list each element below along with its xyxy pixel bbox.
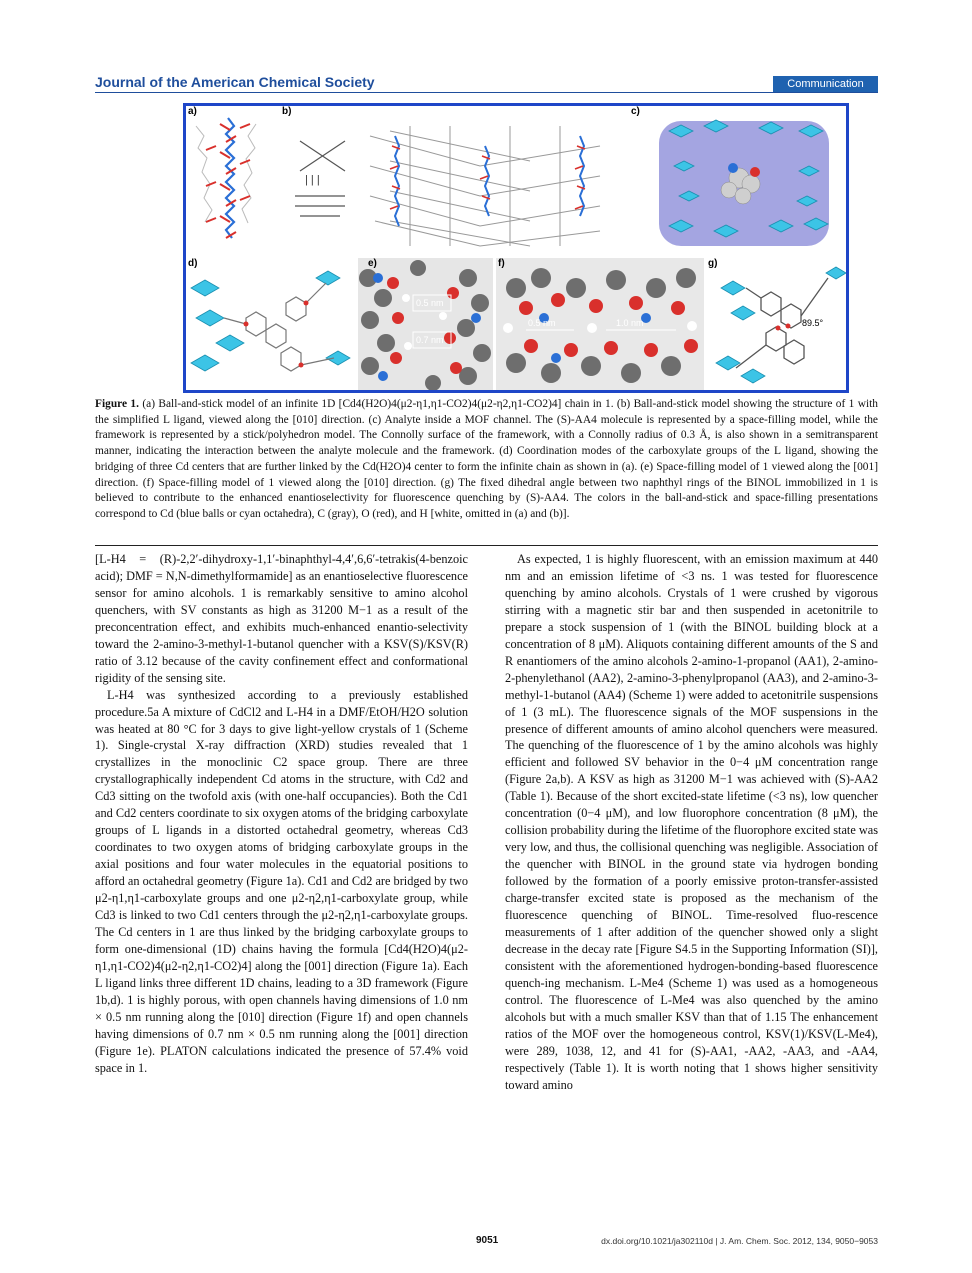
left-paragraph-2: L-H4 was synthesized according to a previously established procedure.5a A mixture of CdCl2 and L-H4 in a DMF/EtOH/H2O solution was heated at 80 °C for 3 days to give light-yellow crystals of 1 (Scheme 1). Single-crystal X-ray diffraction (XRD) studies revealed that 1 crystallizes in the monoclinic C2 space group. There are three crystallographically independent Cd atoms in the structure, with Cd2 and Cd3 sitting on the twofold axis (with one-half occupancies). Both the Cd1 and Cd2 centers coordinate to six oxygen atoms of the bridging carboxylate groups of L ligands in a distorted octahedral geometry, whereas Cd3 coordinates to two oxygen atoms of bridging carboxylate groups in the axial positions and four water molecules in the equatorial positions to afford an octahedral geometry (Figure 1a). Cd1 and Cd2 are bridged by two μ2-η1,η1-carboxylate groups and one μ2-η2,η1-carboxylate group, while Cd3 is linked to two Cd1 centers through the μ2-η2,η1-carboxylate groups. The Cd centers in 1 are thus linked by the bridging carboxylate groups to form one-dimensional (1D) chains having the formula [Cd4(H2O)4(μ2-η1,η1-CO2)4(μ2-η2,η1-CO2)4] along the [001] direction (Figure 1a). Each L ligand links three different 1D chains, leading to a 3D framework (Figure 1b,d). 1 is highly porous, with open channels having dimensions of 1.0 nm × 0.5 nm running along the [010] direction (Figure 1f) and open channels having dimensions of 0.7 nm × 0.5 nm running along the [001] direction (Figure 1e). PLATON calculations indicated the presence of 57.4% void space in 1. — [95, 687, 469, 1075]
panel-g-dihedral-image — [706, 258, 846, 390]
left-paragraph-1: [L-H4 = (R)-2,2′-dihydroxy-1,1′-binaphthyl-4,4′,6,6′-tetrakis(4-benzoic acid); DMF = N,N-dimethylformamide] as an enantioselective fluorescence sensor for amino alcohols. 1 is remarkably sensitive to amino alcohol quenchers, with SV constants as high as 31200 M−1 as a result of the preconcentration effect, and exhibits much-enhanced enantio-selectivity toward the 2-amino-3-methyl-1-butanol quencher with a KSV(S)/KSV(R) ratio of 3.12 because of the cavity confinement effect and conformational rigidity of the sensing site. — [95, 552, 468, 685]
panel-b-framework-image — [280, 106, 626, 256]
panel-b — [280, 106, 626, 256]
panel-f-dim-right: 1.0 nm — [616, 318, 644, 328]
panel-a-label: a) — [188, 106, 197, 117]
left-column — [95, 551, 468, 1077]
panel-g-label: g) — [708, 258, 718, 269]
footer-citation[interactable]: dx.doi.org/10.1021/ja302110d | J. Am. Chem. Soc. 2012, 134, 9050−9053 — [601, 1236, 878, 1246]
panel-e-spacefill-image — [358, 258, 493, 390]
page-number: 9051 — [476, 1235, 499, 1246]
panel-g-angle: 89.5° — [802, 318, 824, 328]
figure-caption — [95, 397, 878, 523]
right-column — [505, 551, 878, 1094]
panel-f — [496, 258, 704, 390]
panel-e-dim-top: 0.5 nm — [416, 298, 444, 308]
panel-d-coordination-image — [186, 258, 356, 390]
panel-d — [186, 258, 356, 390]
caption-separator — [95, 545, 878, 546]
section-badge: Communication — [773, 76, 878, 92]
panel-b-symbol: | | | — [305, 174, 320, 186]
right-paragraph-1: As expected, 1 is highly fluorescent, with an emission maximum at 440 nm and an emission lifetime of <3 ns. 1 was tested for fluorescence quenching by amino alcohols. Crystals of 1 were crushed by vigorous stirring with a magnetic stir bar and then suspended in acetonitrile to prepare a stock suspension of 1 (with the BINOL building block at a concentration of 8 μM). Aliquots containing different amounts of the S and R enantiomers of the amino alcohols 2-amino-1-propanol (AA1), 2-amino-2-phenylethanol (AA2), 2-amino-3-phenylpropanol (AA3), and 2-amino-3-methyl-1-butanol (AA4) (Scheme 1) were added to acetonitrile suspensions of 1 (3 mL). The fluorescence signals of the MOF suspensions in the presence of different amounts of amino alcohol quenchers were measured. The quenching of the fluorescence of 1 by the amino alcohols was highly efficient and followed SV behavior in the 0−4 μM concentration range (Figure 2a,b). A KSV as high as 31200 M−1 was achieved with (S)-AA2 (Table 1). Because of the short excited-state lifetime (<3 ns), low quencher concentration (0−4 μM), and low fluorophore concentration (8 μM), the collision probability during the lifetime of the fluorophore excited state was very low, and thus, the collisional quenching was negligible. Association of the quencher with BINOL in the ground state via hydrogen bonding followed by the formation of a poorly emissive proton-transfer-assisted charge-transfer excited state is proposed as the mechanism of the fluorescence quenching of BINOL. Time-resolved fluo-rescence measurements of 1 after addition of the quencher showed only a slight decrease in the decay rate [Figure S4.5 in the Supporting Information (SI)], consistent with the aforementioned hydrogen-bonding-based fluorescence quench-ing mechanism. L-Me4 (Scheme 1) was used as a homogeneous control. The fluorescence of L-Me4 was also quenched by the amino alcohols but with a much smaller KSV than that of 1.15 The enhancement ratios of the MOF over the homogeneous control, KSV(1)/KSV(L-Me4), were 289, 1038, 12, and 41 for (S)-AA1, -AA2, -AA3, and -AA4, respectively (Table 1). It is worth noting that 1 shows higher sensitivity toward amino — [505, 552, 878, 1092]
header-rule — [95, 92, 878, 93]
panel-f-dim-left: 0.5 nm — [528, 318, 556, 328]
panel-b-label: b) — [282, 106, 292, 117]
caption-text: (a) Ball-and-stick model of an infinite 1D [Cd4(H2O)4(μ2-η1,η1-CO2)4(μ2-η2,η1-CO2)4] chain in 1. (b) Ball-and-stick model showing the structure of 1 with the simplified L ligand, viewed along the [010] direction. (c) Analyte inside a MOF channel. The (S)-AA4 molecule is represented by a space-filling model, while the framework is represented by a stick/polyhedron model. The Connolly surface of the framework, with a Connolly radius of 0.3 Å, is also shown in a semitransparent manner, indicating the interaction between the analyte molecule and the framework. (d) Coordination modes of the carboxylate groups of the L ligand, showing the bridging of three Cd centers that are further linked by the Cd(H2O)4 center to form the infinite chain as shown in (a). (e) Space-filling model of 1 viewed along the [001] direction. (f) Space-filling model of 1 viewed along the [010] direction. (g) The fixed dihedral angle between two naphthyl rings of the BINOL immobilized in 1 is believed to contribute to the enhanced enantioselectivity for fluorescence quenching by (S)-AA4. The colors in the ball-and-stick and space-filling presentations correspond to Cd (blue balls or cyan octahedra), C (gray), O (red), and H [white, omitted in (a) and (b)]. — [95, 398, 878, 520]
panel-c-label: c) — [631, 106, 640, 117]
panel-a — [186, 106, 278, 256]
panel-e-label: e) — [368, 258, 377, 269]
panel-f-label: f) — [498, 258, 505, 269]
panel-e — [358, 258, 493, 390]
figure-1 — [183, 103, 849, 393]
panel-e-dim-bottom: 0.7 nm — [416, 335, 444, 345]
panel-g — [706, 258, 846, 390]
panel-a-chain-image — [186, 106, 278, 256]
caption-label: Figure 1. — [95, 398, 139, 410]
journal-title: Journal of the American Chemical Society — [95, 74, 375, 90]
panel-c — [629, 106, 846, 256]
panel-d-label: d) — [188, 258, 198, 269]
panel-c-channel-image — [629, 106, 846, 256]
